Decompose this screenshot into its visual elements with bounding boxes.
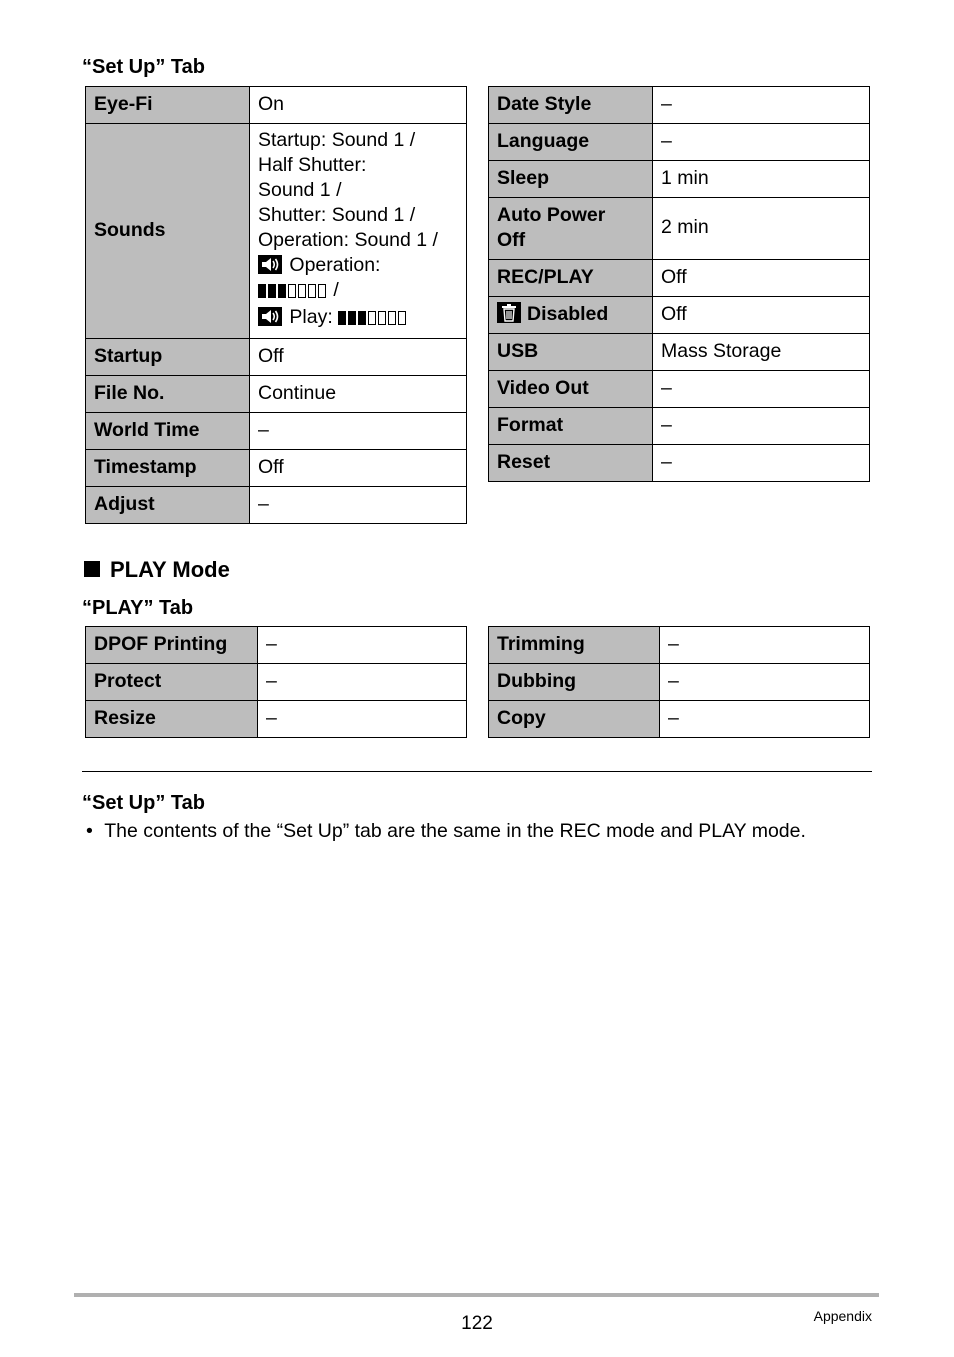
setting-name: Video Out (489, 371, 653, 408)
table-row (86, 87, 467, 124)
play-label: Play: (289, 306, 333, 328)
table-row (489, 371, 870, 408)
setting-value: Off (653, 297, 870, 334)
setting-name (489, 297, 653, 334)
table-row (489, 627, 870, 664)
play-mode-title (84, 557, 230, 583)
setting-value: Mass Storage (653, 334, 870, 371)
setting-value: – (653, 408, 870, 445)
table-row (489, 445, 870, 482)
note-paragraph (86, 819, 926, 843)
setting-value: – (258, 664, 467, 701)
setting-name: Language (489, 124, 653, 161)
setting-value: – (660, 701, 870, 738)
play-tab-heading: “PLAY” Tab (82, 597, 194, 619)
setting-name: Auto Power Off (489, 198, 653, 260)
setting-name: Reset (489, 445, 653, 482)
setting-name: Format (489, 408, 653, 445)
setup-tab-heading-note: “Set Up” Tab (82, 792, 205, 814)
setting-name: Timestamp (86, 450, 250, 487)
table-row (489, 701, 870, 738)
table-row (86, 339, 467, 376)
table-row (86, 124, 467, 339)
sounds-line: Half Shutter: (258, 154, 367, 176)
setting-name: Startup (86, 339, 250, 376)
table-row (489, 408, 870, 445)
setup-table-left (85, 86, 467, 524)
sounds-line: Sound 1 / (258, 179, 342, 201)
separator: / (333, 279, 339, 301)
table-row (489, 87, 870, 124)
note-text: The contents of the “Set Up” tab are the same in the REC mode and PLAY mode. (104, 820, 806, 842)
setting-value: – (653, 87, 870, 124)
table-row (86, 664, 467, 701)
setting-value: – (250, 413, 467, 450)
setting-name: World Time (86, 413, 250, 450)
table-row (489, 161, 870, 198)
play-table-left (85, 626, 467, 738)
setting-name: Sleep (489, 161, 653, 198)
table-row (489, 334, 870, 371)
setting-name: Adjust (86, 487, 250, 524)
setting-value: Off (250, 339, 467, 376)
setting-value: – (653, 445, 870, 482)
trash-icon (497, 302, 521, 323)
operation-label: Operation: (289, 254, 381, 276)
setting-name: Protect (86, 664, 258, 701)
table-row (489, 260, 870, 297)
play-mode-title-text: PLAY Mode (110, 557, 230, 582)
operation-volume-line (258, 253, 458, 278)
table-row (86, 701, 467, 738)
setting-name: DPOF Printing (86, 627, 258, 664)
setting-value: 1 min (653, 161, 870, 198)
table-row (86, 450, 467, 487)
sounds-value (250, 124, 467, 339)
setting-value: – (653, 371, 870, 408)
operation-volume-level (258, 280, 328, 305)
setting-name: USB (489, 334, 653, 371)
setting-value: – (660, 664, 870, 701)
setup-table-right (488, 86, 870, 482)
table-row (86, 627, 467, 664)
bullet: • (86, 820, 93, 842)
setting-value: – (258, 701, 467, 738)
setting-name: Date Style (489, 87, 653, 124)
footer-rule (74, 1293, 879, 1297)
setting-name: File No. (86, 376, 250, 413)
setting-name: Sounds (86, 124, 250, 339)
table-row (489, 198, 870, 260)
table-row (86, 487, 467, 524)
section-divider (82, 771, 872, 772)
setting-name: Resize (86, 701, 258, 738)
setting-name: Dubbing (489, 664, 660, 701)
setting-name: Trimming (489, 627, 660, 664)
table-row (489, 124, 870, 161)
setting-name-text: Disabled (527, 302, 609, 325)
page-number: 122 (461, 1313, 493, 1334)
setting-value: Off (250, 450, 467, 487)
sounds-line: Operation: Sound 1 / (258, 229, 438, 251)
play-table-right (488, 626, 870, 738)
table-row (86, 376, 467, 413)
sounds-line: Startup: Sound 1 / (258, 129, 416, 151)
setting-name: Copy (489, 701, 660, 738)
table-row (489, 664, 870, 701)
setting-value: Continue (250, 376, 467, 413)
setting-value: – (258, 627, 467, 664)
setting-value: – (660, 627, 870, 664)
setting-value: On (250, 87, 467, 124)
table-row (489, 297, 870, 334)
setting-value: – (250, 487, 467, 524)
square-bullet-icon (84, 561, 100, 577)
speaker-icon (258, 255, 282, 274)
setting-value: 2 min (653, 198, 870, 260)
setup-tab-heading: “Set Up” Tab (82, 56, 205, 78)
setting-name: REC/PLAY (489, 260, 653, 297)
setting-name: Eye-Fi (86, 87, 250, 124)
play-volume-level (338, 307, 408, 332)
footer-section-label: Appendix (813, 1308, 872, 1324)
table-row (86, 413, 467, 450)
operation-level-line (258, 278, 458, 305)
play-volume-line (258, 305, 458, 332)
setting-value: – (653, 124, 870, 161)
speaker-icon (258, 307, 282, 326)
sounds-line: Shutter: Sound 1 / (258, 204, 416, 226)
setting-value: Off (653, 260, 870, 297)
